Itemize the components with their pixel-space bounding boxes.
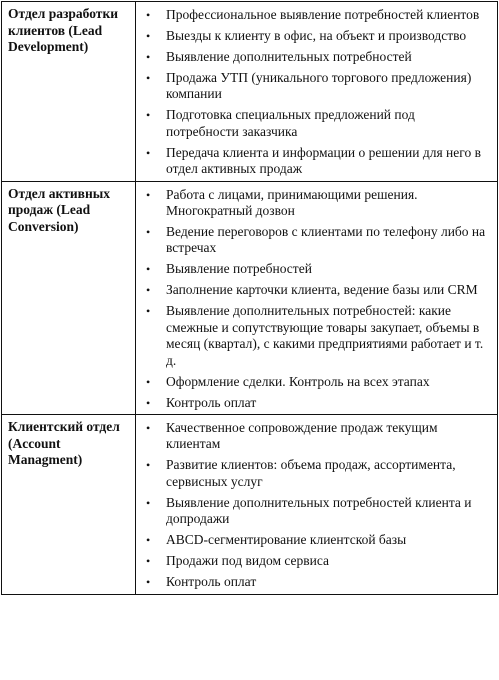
list-item [146,532,489,548]
duty-text: Контроль оплат [166,394,257,410]
list-item [146,420,489,453]
duty-text: Качественное сопровождение продаж текущим клиентам [166,420,438,452]
duty-list [146,7,489,178]
department-row [2,415,498,595]
bullet-icon: • [146,395,151,410]
bullet-icon: • [146,108,151,123]
duty-text: Ведение переговоров с клиентами по телефону либо на встречах [166,224,486,256]
duty-text: Профессиональное выявление потребностей клиентов [166,7,480,22]
list-item [146,145,489,178]
bullet-icon: • [146,187,151,202]
bullet-icon: • [146,50,151,64]
duty-text: Продажи под видом сервиса [166,553,330,569]
duty-text: Развитие клиентов: объема продаж, ассортимента, сервисных услуг [166,457,456,489]
duties-cell [136,181,498,414]
bullet-icon: • [146,262,151,277]
list-item [146,7,489,23]
list-item [146,303,489,369]
bullet-icon: • [146,8,151,22]
duties-cell [136,415,498,595]
list-item [146,553,489,569]
bullet-icon: • [146,421,151,436]
list-item [146,457,489,490]
bullet-icon: • [146,29,151,43]
department-row [2,181,498,414]
list-item [146,49,489,65]
bullet-icon: • [146,71,151,85]
bullet-icon: • [146,374,151,389]
duties-cell [136,2,498,182]
list-item [146,574,489,590]
list-item [146,224,489,257]
department-name: Отдел активных продаж (Lead Conversion) [2,181,136,414]
list-item [146,395,489,411]
bullet-icon: • [146,575,151,590]
bullet-icon: • [146,145,151,160]
list-item [146,495,489,528]
bullet-icon: • [146,495,151,510]
duty-text: Работа с лицами, принимающими решения. Многократный дозвон [166,186,418,219]
bullet-icon: • [146,458,151,473]
duty-text: Продажа УТП (уникального торгового предложения) компании [166,70,472,102]
duty-text: Выезды к клиенту в офис, на объект и производство [166,28,467,43]
duty-text: Выявление дополнительных потребностей: какие смежные и сопутствующие товары закупает, объемы в месяц (квартал), с какими предприятиями работает и т. д. [166,303,484,368]
list-item [146,107,489,140]
duty-text: Подготовка специальных предложений под потребности заказчика [166,107,415,139]
duty-text: ABCD-сегментирование клиентской базы [166,532,407,548]
duty-text: Выявление дополнительных потребностей клиента и допродажи [166,494,472,527]
bullet-icon: • [146,304,151,319]
duty-list [146,187,489,411]
bullet-icon: • [146,225,151,240]
list-item [146,261,489,277]
duty-text: Выявление потребностей [166,261,312,277]
bullet-icon: • [146,554,151,569]
bullet-icon: • [146,533,151,548]
bullet-icon: • [146,283,151,298]
duty-list [146,420,489,591]
department-row [2,2,498,182]
list-item [146,28,489,44]
duty-text: Заполнение карточки клиента, ведение базы или CRM [166,282,478,298]
duty-text: Оформление сделки. Контроль на всех этапах [166,373,430,389]
list-item [146,70,489,103]
duty-text: Выявление дополнительных потребностей [166,49,412,64]
department-name: Отдел разработки клиентов (Lead Development) [2,2,136,182]
departments-table [1,1,498,595]
list-item [146,374,489,390]
list-item [146,187,489,220]
duty-text: Контроль оплат [166,574,257,590]
list-item [146,282,489,298]
department-name: Клиентский отдел (Account Managment) [2,415,136,595]
duty-text: Передача клиента и информации о решении для него в отдел активных продаж [166,144,481,177]
